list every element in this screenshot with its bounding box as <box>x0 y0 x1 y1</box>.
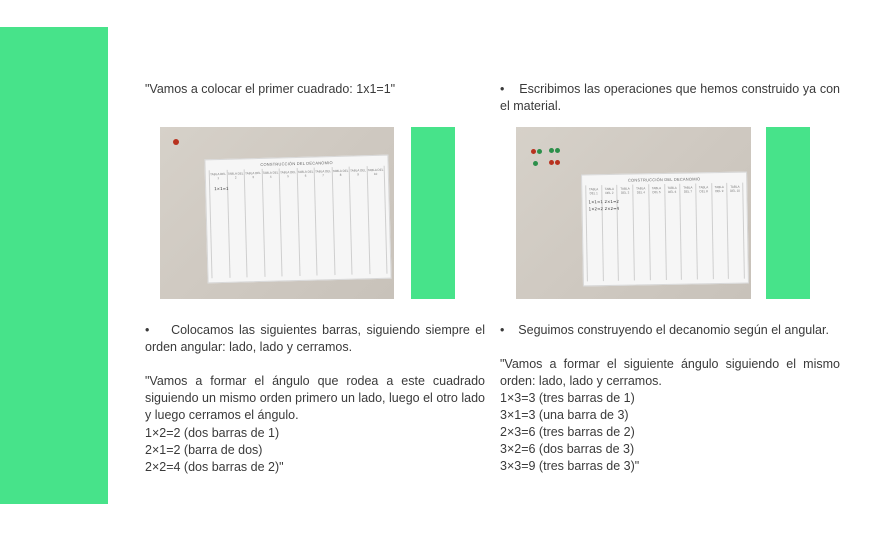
sheet-column: TABLA DEL 2 <box>226 169 246 277</box>
right-bullet <box>500 81 840 115</box>
handwritten-entry: 2×2=4 <box>604 205 620 212</box>
bead-icon <box>537 149 542 154</box>
sheet-columns <box>585 183 745 282</box>
bead-icon <box>555 160 560 165</box>
sheet-column: TABLA DEL 9 <box>349 166 369 274</box>
left-accent-band <box>0 27 108 504</box>
bead-icon <box>549 160 554 165</box>
right-line: 2×3=6 (tres barras de 2) <box>500 425 635 439</box>
sheet-column: TABLA DEL 4 <box>261 168 281 276</box>
sheet-column: TABLA DEL 8 <box>695 183 712 279</box>
sheet-column: TABLA DEL 5 <box>648 184 665 280</box>
green-accent-block <box>766 127 810 299</box>
sheet-column: TABLA DEL 7 <box>679 183 696 279</box>
green-accent-block <box>411 127 455 299</box>
bullet-icon: • <box>500 323 505 337</box>
right-bullet-text: Escribimos las operaciones que hemos construido ya con el material. <box>500 82 840 113</box>
left-line: 2×1=2 (barra de dos) <box>145 443 263 457</box>
bead-icon <box>531 149 536 154</box>
sheet-column: TABLA DEL 9 <box>711 183 728 279</box>
left-heading: "Vamos a colocar el primer cuadrado: 1x1=1" <box>145 82 396 96</box>
photo-operations <box>516 127 751 299</box>
left-quote: "Vamos a formar el ángulo que rodea a este cuadrado siguiendo un mismo orden primero un lado, luego el otro lado y luego cerramos el ángulo. <box>145 374 485 422</box>
decanomio-sheet <box>204 155 391 284</box>
sheet-column: TABLA DEL 3 <box>617 185 634 281</box>
right-line: 1×3=3 (tres barras de 1) <box>500 391 635 405</box>
handwritten-entry: 2×1=2 <box>604 198 619 205</box>
handwritten-entry: 1×1=1 <box>588 199 603 205</box>
unit-bead-icon <box>173 139 179 145</box>
bead-icon <box>549 148 554 153</box>
bullet-icon: • <box>500 82 505 96</box>
handwritten-entry: 1×1=1 <box>214 185 229 192</box>
bead-icon <box>533 161 538 166</box>
handwritten-entry: 1×2=2 <box>588 206 604 212</box>
sheet-columns <box>209 166 388 279</box>
sheet-column: TABLA DEL 2 <box>601 185 618 281</box>
right-bullet-2-text: Seguimos construyendo el decanomio según el angular. <box>518 323 829 337</box>
sheet-title: CONSTRUCCIÓN DEL DECANOMIO <box>260 160 333 167</box>
right-quote: "Vamos a formar el siguiente ángulo siguiendo el mismo orden: lado, lado y cerramos. <box>500 357 840 388</box>
sheet-column: TABLA DEL 10 <box>366 166 387 274</box>
bullet-icon: • <box>145 323 150 337</box>
decanomio-sheet <box>581 172 749 287</box>
right-line: 3×3=9 (tres barras de 3)" <box>500 459 640 473</box>
sheet-column: TABLA DEL 1 <box>209 170 229 278</box>
right-line: 3×2=6 (dos barras de 3) <box>500 442 635 456</box>
sheet-column: TABLA DEL 5 <box>279 168 299 276</box>
sheet-column: TABLA DEL 1 <box>585 185 602 281</box>
sheet-column: TABLA DEL 7 <box>314 167 334 275</box>
sheet-column: TABLA DEL 10 <box>727 183 745 279</box>
right-line: 3×1=3 (una barra de 3) <box>500 408 629 422</box>
sheet-column: TABLA DEL 6 <box>296 168 316 276</box>
right-bullet-2 <box>500 322 829 339</box>
sheet-title: CONSTRUCCIÓN DEL DECANOMIO <box>627 176 701 183</box>
sheet-column: TABLA DEL 4 <box>632 184 649 280</box>
bead-icon <box>555 148 560 153</box>
left-bullet-text: Colocamos las siguientes barras, siguiendo siempre el orden angular: lado, lado y cerramos. <box>145 323 485 354</box>
sheet-column: TABLA DEL 8 <box>331 167 351 275</box>
photo-first-square <box>160 127 394 299</box>
left-line: 2×2=4 (dos barras de 2)" <box>145 460 284 474</box>
left-line: 1×2=2 (dos barras de 1) <box>145 426 280 440</box>
left-bullet <box>145 322 485 356</box>
sheet-column: TABLA DEL 6 <box>664 184 681 280</box>
sheet-column: TABLA DEL 3 <box>244 169 264 277</box>
